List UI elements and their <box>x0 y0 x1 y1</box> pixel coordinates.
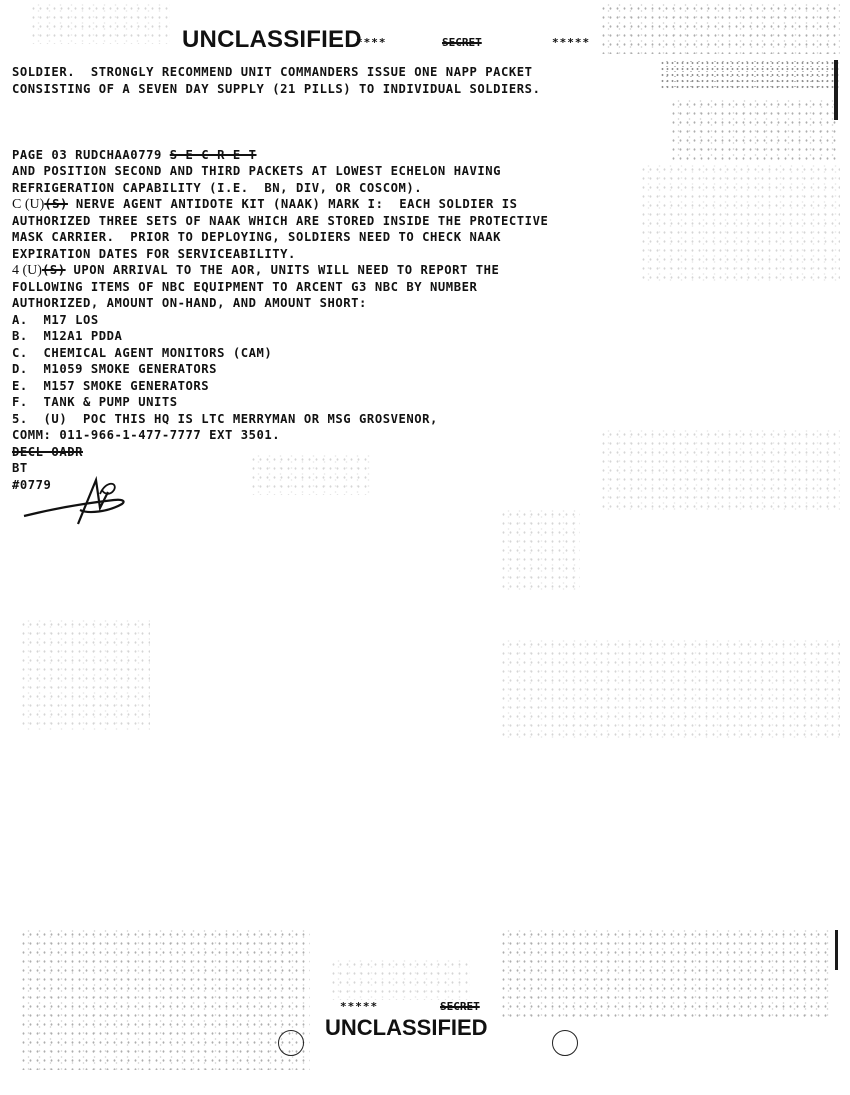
scan-noise-left-1 <box>20 620 150 730</box>
message-line <box>12 130 548 147</box>
message-body <box>12 64 548 493</box>
classification-label: UNCLASSIFIED <box>325 1015 488 1040</box>
line-text: AUTHORIZED, AMOUNT ON-HAND, AND AMOUNT SHORT: <box>12 296 367 310</box>
message-line <box>12 97 548 114</box>
message-line <box>12 411 548 428</box>
struck-marking: S E C R E T <box>169 147 257 162</box>
line-text: REFRIGERATION CAPABILITY (I.E. BN, DIV, OR COSCOM). <box>12 180 423 195</box>
line-text: NERVE AGENT ANTIDOTE KIT (NAAK) MARK I: EACH SOLDIER IS <box>67 197 518 211</box>
line-text: COMM: 011-966-1-477-7777 EXT 3501. <box>12 428 281 442</box>
message-line <box>12 295 548 312</box>
line-text: FOLLOWING ITEMS OF NBC EQUIPMENT TO ARCENT G3 NBC BY NUMBER <box>12 279 478 294</box>
message-line <box>12 229 548 246</box>
scan-noise-right-3 <box>640 165 840 285</box>
bottom-classification-marking <box>325 1015 488 1041</box>
message-line <box>12 213 548 230</box>
scan-noise-right-2 <box>670 100 840 160</box>
scan-noise-bottom-left <box>20 930 310 1070</box>
line-text: F. TANK & PUMP UNITS <box>12 395 178 409</box>
message-line <box>12 361 548 378</box>
scan-noise-right-6 <box>500 640 840 740</box>
struck-marking: DECL OADR <box>12 444 83 459</box>
message-line <box>12 114 548 131</box>
paragraph-classification: C (U) <box>12 197 45 212</box>
struck-marking: (S) <box>41 263 66 277</box>
handwritten-signature-icon <box>18 470 138 530</box>
struck-marking: (S) <box>44 197 68 211</box>
line-text: MASK CARRIER. PRIOR TO DEPLOYING, SOLDIERS NEED TO CHECK NAAK <box>12 230 502 244</box>
line-text: #0779 <box>12 477 52 492</box>
line-text: AUTHORIZED THREE SETS OF NAAK WHICH ARE STORED INSIDE THE PROTECTIVE <box>12 213 549 228</box>
line-text: UPON ARRIVAL TO THE AOR, UNITS WILL NEED TO REPORT THE <box>65 263 500 277</box>
top-classification-marking <box>182 26 362 54</box>
message-line <box>12 312 548 329</box>
scan-edge-bar <box>834 60 838 120</box>
header-stars-left: **** <box>356 36 387 49</box>
footer-stars: ***** <box>340 1000 379 1013</box>
message-line <box>12 246 548 263</box>
message-line <box>12 345 548 362</box>
classification-label: UNCLASSIFIED <box>182 26 362 53</box>
line-text: A. M17 LOS <box>12 312 99 327</box>
line-text: D. M1059 SMOKE GENERATORS <box>12 362 218 376</box>
header-stars-right: ***** <box>552 36 591 49</box>
message-line <box>12 196 548 213</box>
message-line <box>12 64 548 81</box>
scan-noise-right-1 <box>660 60 840 90</box>
message-line <box>12 328 548 345</box>
line-text: EXPIRATION DATES FOR SERVICEABILITY. <box>12 246 296 261</box>
scan-noise-bottom-mid <box>330 960 470 1000</box>
message-line <box>12 427 548 444</box>
message-line <box>12 81 548 98</box>
message-line <box>12 180 548 197</box>
line-text: SOLDIER. STRONGLY RECOMMEND UNIT COMMANDERS ISSUE ONE NAPP PACKET <box>12 65 533 79</box>
scan-noise-top-right <box>600 4 840 54</box>
line-text: C. CHEMICAL AGENT MONITORS (CAM) <box>12 345 273 360</box>
footer-secret-struck: SECRET <box>440 1000 480 1013</box>
scan-noise-bottom-right <box>500 930 830 1020</box>
line-text: E. M157 SMOKE GENERATORS <box>12 378 210 393</box>
scan-edge-bar-2 <box>835 930 838 970</box>
punch-hole-icon <box>278 1030 304 1056</box>
message-line <box>12 279 548 296</box>
paragraph-classification: 4 (U) <box>12 263 42 278</box>
message-line <box>12 394 548 411</box>
scan-noise-right-5 <box>500 510 580 590</box>
line-text: AND POSITION SECOND AND THIRD PACKETS AT LOWEST ECHELON HAVING <box>12 164 502 178</box>
line-text: BT <box>12 461 28 475</box>
line-text: PAGE 03 RUDCHAA0779 <box>12 147 170 162</box>
line-text: CONSISTING OF A SEVEN DAY SUPPLY (21 PILLS) TO INDIVIDUAL SOLDIERS. <box>12 81 541 96</box>
punch-hole-icon <box>552 1030 578 1056</box>
message-line <box>12 163 548 180</box>
header-secret-struck: SECRET <box>442 36 482 49</box>
line-text: 5. (U) POC THIS HQ IS LTC MERRYMAN OR MSG GROSVENOR, <box>12 411 438 426</box>
message-line <box>12 147 548 164</box>
scan-noise-top <box>30 4 170 44</box>
message-line <box>12 262 548 279</box>
scan-noise-right-4 <box>600 430 840 510</box>
line-text: B. M12A1 PDDA <box>12 329 123 343</box>
message-line <box>12 378 548 395</box>
message-line <box>12 444 548 461</box>
